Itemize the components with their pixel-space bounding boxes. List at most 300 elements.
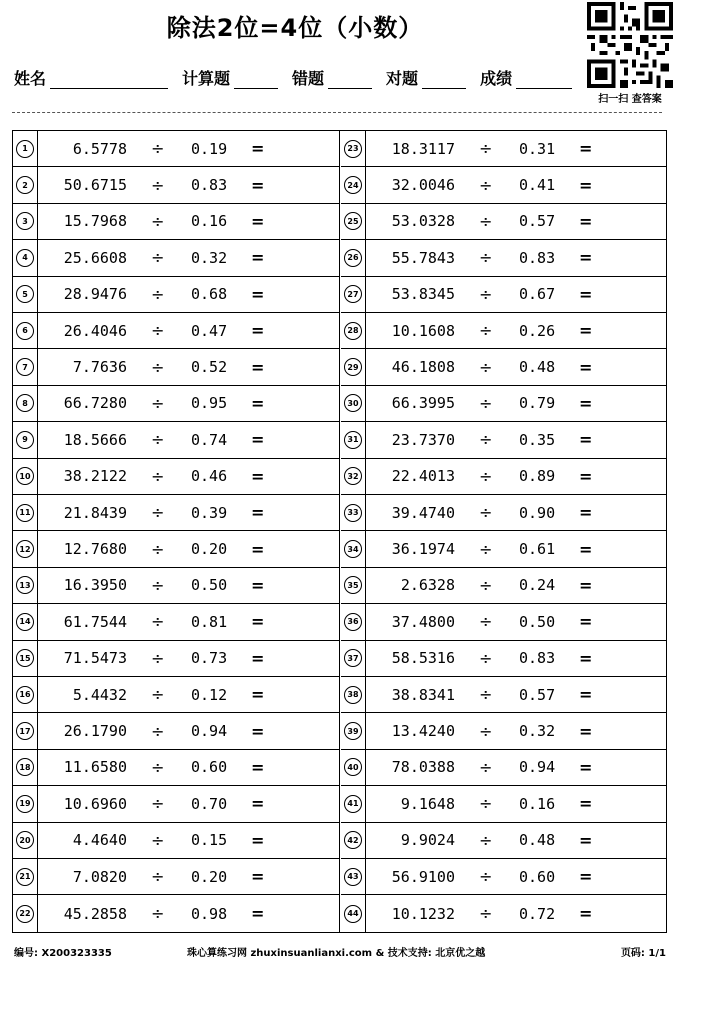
- problem-number-cell: [341, 531, 366, 566]
- right-blank[interactable]: [422, 70, 466, 89]
- problem-row: [13, 713, 339, 749]
- equals-sign: =: [251, 466, 265, 486]
- divide-sign: ÷: [151, 830, 165, 850]
- dividend: 26.1790: [63, 722, 127, 741]
- problem-number: 17: [16, 722, 34, 740]
- divisor: 0.83: [191, 176, 228, 195]
- problem-row: [341, 641, 667, 677]
- score-label: 成绩: [480, 69, 513, 88]
- problem-number: 38: [344, 686, 362, 704]
- divisor: 0.60: [519, 867, 556, 886]
- dividend: 6.5778: [72, 139, 127, 158]
- divisor: 0.46: [191, 467, 228, 486]
- problem-row: [341, 786, 667, 822]
- problem-number: 31: [344, 431, 362, 449]
- divide-sign: ÷: [479, 430, 493, 450]
- problem-number: 32: [344, 467, 362, 485]
- equals-sign: =: [251, 357, 265, 377]
- equals-sign: =: [251, 393, 265, 413]
- dividend: 9.1648: [400, 794, 455, 813]
- dividend: 38.8341: [391, 685, 455, 704]
- divisor: 0.83: [519, 649, 556, 668]
- footer-credit: 珠心算练习网 zhuxinsuanlianxi.com & 技术支持: 北京优之越: [187, 948, 486, 959]
- problem-row: [341, 459, 667, 495]
- divide-sign: ÷: [479, 867, 493, 887]
- problem-number: 11: [16, 504, 34, 522]
- divisor: 0.41: [519, 176, 556, 195]
- equals-sign: =: [579, 430, 593, 450]
- problem-row: [13, 823, 339, 859]
- divisor: 0.72: [519, 904, 556, 923]
- problem-row: [13, 677, 339, 713]
- problem-number-cell: [341, 349, 366, 384]
- problem-number: 10: [16, 467, 34, 485]
- problem-row: [341, 604, 667, 640]
- divide-sign: ÷: [151, 794, 165, 814]
- divisor: 0.57: [519, 685, 556, 704]
- problem-row: [341, 859, 667, 895]
- problem-number: 7: [16, 358, 34, 376]
- dividend: 16.3950: [63, 576, 127, 595]
- problem-number-cell: [341, 131, 366, 166]
- divisor: 0.19: [191, 139, 228, 158]
- divisor: 0.48: [519, 831, 556, 850]
- problem-number: 33: [344, 504, 362, 522]
- dividend: 2.6328: [400, 576, 455, 595]
- divisor: 0.16: [519, 794, 556, 813]
- dividend: 5.4432: [72, 685, 127, 704]
- divisor: 0.31: [519, 139, 556, 158]
- divide-sign: ÷: [151, 612, 165, 632]
- problem-number-cell: [341, 422, 366, 457]
- problem-row: [341, 386, 667, 422]
- problem-number-cell: [13, 131, 38, 166]
- divide-sign: ÷: [151, 466, 165, 486]
- dashed-divider: [12, 112, 662, 113]
- equals-sign: =: [251, 284, 265, 304]
- qr-code-icon[interactable]: [587, 2, 673, 88]
- equals-sign: =: [579, 466, 593, 486]
- equals-sign: =: [251, 648, 265, 668]
- equals-sign: =: [579, 904, 593, 924]
- dividend: 45.2858: [63, 904, 127, 923]
- problem-number-cell: [13, 677, 38, 712]
- problem-row: [13, 313, 339, 349]
- divisor: 0.39: [191, 503, 228, 522]
- divisor: 0.61: [519, 540, 556, 559]
- divide-sign: ÷: [151, 867, 165, 887]
- dividend: 15.7968: [63, 212, 127, 231]
- divisor: 0.24: [519, 576, 556, 595]
- problem-row: [341, 568, 667, 604]
- dividend: 13.4240: [391, 722, 455, 741]
- divisor: 0.26: [519, 321, 556, 340]
- equals-sign: =: [579, 284, 593, 304]
- problem-row: [13, 641, 339, 677]
- problem-number: 27: [344, 285, 362, 303]
- problem-number-cell: [13, 568, 38, 603]
- problem-number-cell: [341, 677, 366, 712]
- problem-row: [13, 204, 339, 240]
- dividend: 26.4046: [63, 321, 127, 340]
- problem-number: 19: [16, 795, 34, 813]
- divide-sign: ÷: [479, 175, 493, 195]
- problem-number: 37: [344, 649, 362, 667]
- divide-sign: ÷: [151, 430, 165, 450]
- problem-number: 26: [344, 249, 362, 267]
- problem-number-cell: [341, 713, 366, 748]
- dividend: 61.7544: [63, 612, 127, 631]
- dividend: 37.4800: [391, 612, 455, 631]
- divide-sign: ÷: [151, 321, 165, 341]
- problem-number: 20: [16, 831, 34, 849]
- divide-sign: ÷: [151, 393, 165, 413]
- problem-row: [13, 277, 339, 313]
- dividend: 71.5473: [63, 649, 127, 668]
- equals-sign: =: [251, 539, 265, 559]
- problem-row: [13, 422, 339, 458]
- dividend: 53.8345: [391, 285, 455, 304]
- divide-sign: ÷: [479, 648, 493, 668]
- problem-number: 35: [344, 576, 362, 594]
- problem-number-cell: [13, 422, 38, 457]
- divisor: 0.81: [191, 612, 228, 631]
- divisor: 0.83: [519, 248, 556, 267]
- divisor: 0.35: [519, 430, 556, 449]
- problem-row: [13, 459, 339, 495]
- dividend: 10.6960: [63, 794, 127, 813]
- problem-number-cell: [13, 167, 38, 202]
- equals-sign: =: [251, 721, 265, 741]
- problem-number-cell: [13, 859, 38, 894]
- divide-sign: ÷: [151, 539, 165, 559]
- equals-sign: =: [579, 211, 593, 231]
- equals-sign: =: [251, 867, 265, 887]
- problem-number-cell: [13, 204, 38, 239]
- equals-sign: =: [579, 867, 593, 887]
- problem-row: [13, 750, 339, 786]
- problem-number-cell: [341, 641, 366, 676]
- divide-sign: ÷: [151, 248, 165, 268]
- divisor: 0.73: [191, 649, 228, 668]
- equals-sign: =: [579, 721, 593, 741]
- equals-sign: =: [251, 612, 265, 632]
- equals-sign: =: [251, 175, 265, 195]
- divisor: 0.15: [191, 831, 228, 850]
- problem-number: 24: [344, 176, 362, 194]
- divisor: 0.60: [191, 758, 228, 777]
- divisor: 0.48: [519, 358, 556, 377]
- calc-count-blank[interactable]: [234, 70, 278, 89]
- equals-sign: =: [251, 211, 265, 231]
- wrong-label: 错题: [292, 69, 325, 88]
- problem-number-cell: [13, 386, 38, 421]
- equals-sign: =: [579, 393, 593, 413]
- divide-sign: ÷: [151, 904, 165, 924]
- problem-number-cell: [341, 386, 366, 421]
- problem-row: [341, 277, 667, 313]
- problem-number-cell: [13, 459, 38, 494]
- problem-number-cell: [13, 531, 38, 566]
- problem-row: [13, 859, 339, 895]
- equals-sign: =: [579, 648, 593, 668]
- problem-number-cell: [13, 277, 38, 312]
- equals-sign: =: [251, 830, 265, 850]
- problem-number: 6: [16, 322, 34, 340]
- divisor: 0.74: [191, 430, 228, 449]
- problem-number-cell: [13, 713, 38, 748]
- equals-sign: =: [579, 830, 593, 850]
- divisor: 0.67: [519, 285, 556, 304]
- name-label: 姓名: [14, 69, 47, 88]
- problem-number: 25: [344, 212, 362, 230]
- dividend: 7.7636: [72, 358, 127, 377]
- problem-row: [13, 349, 339, 385]
- dividend: 58.5316: [391, 649, 455, 668]
- divide-sign: ÷: [151, 284, 165, 304]
- problem-number: 22: [16, 905, 34, 923]
- problem-number: 34: [344, 540, 362, 558]
- calc-count-label: 计算题: [182, 69, 231, 88]
- equals-sign: =: [251, 248, 265, 268]
- dividend: 55.7843: [391, 248, 455, 267]
- dividend: 23.7370: [391, 430, 455, 449]
- problem-number: 42: [344, 831, 362, 849]
- dividend: 38.2122: [63, 467, 127, 486]
- dividend: 53.0328: [391, 212, 455, 231]
- problem-row: [341, 495, 667, 531]
- student-info-line: [14, 66, 572, 89]
- equals-sign: =: [579, 139, 593, 159]
- dividend: 4.4640: [72, 831, 127, 850]
- dividend: 10.1608: [391, 321, 455, 340]
- dividend: 36.1974: [391, 540, 455, 559]
- divisor: 0.47: [191, 321, 228, 340]
- divide-sign: ÷: [479, 794, 493, 814]
- problem-row: [341, 531, 667, 567]
- equals-sign: =: [251, 321, 265, 341]
- divide-sign: ÷: [479, 248, 493, 268]
- problem-number: 40: [344, 758, 362, 776]
- problem-number-cell: [13, 604, 38, 639]
- problem-number: 18: [16, 758, 34, 776]
- name-blank[interactable]: [50, 70, 168, 89]
- problem-number: 16: [16, 686, 34, 704]
- dividend: 46.1808: [391, 358, 455, 377]
- problem-column-left: [13, 131, 340, 932]
- problem-row: [341, 422, 667, 458]
- equals-sign: =: [251, 685, 265, 705]
- problem-number: 15: [16, 649, 34, 667]
- problem-row: [341, 677, 667, 713]
- page-number: 页码: 1/1: [620, 948, 666, 959]
- problem-number: 5: [16, 285, 34, 303]
- score-blank[interactable]: [516, 70, 572, 89]
- problem-number: 2: [16, 176, 34, 194]
- problem-number-cell: [341, 167, 366, 202]
- problem-grid: [12, 130, 667, 933]
- problem-column-right: [341, 131, 667, 932]
- divide-sign: ÷: [151, 211, 165, 231]
- problem-number-cell: [341, 204, 366, 239]
- divisor: 0.12: [191, 685, 228, 704]
- problem-number-cell: [341, 786, 366, 821]
- problem-row: [13, 167, 339, 203]
- problem-number: 43: [344, 868, 362, 886]
- equals-sign: =: [251, 904, 265, 924]
- equals-sign: =: [251, 757, 265, 777]
- equals-sign: =: [251, 430, 265, 450]
- problem-row: [341, 895, 667, 931]
- divisor: 0.32: [519, 722, 556, 741]
- problem-number: 41: [344, 795, 362, 813]
- divisor: 0.16: [191, 212, 228, 231]
- problem-row: [13, 786, 339, 822]
- problem-number-cell: [341, 240, 366, 275]
- equals-sign: =: [579, 685, 593, 705]
- problem-number-cell: [13, 823, 38, 858]
- divisor: 0.50: [519, 612, 556, 631]
- problem-row: [341, 131, 667, 167]
- problem-row: [341, 167, 667, 203]
- divide-sign: ÷: [151, 139, 165, 159]
- problem-number: 23: [344, 140, 362, 158]
- divisor: 0.94: [519, 758, 556, 777]
- problem-number-cell: [341, 495, 366, 530]
- divide-sign: ÷: [151, 721, 165, 741]
- equals-sign: =: [579, 575, 593, 595]
- problem-number: 14: [16, 613, 34, 631]
- problem-number: 13: [16, 576, 34, 594]
- divide-sign: ÷: [479, 721, 493, 741]
- divide-sign: ÷: [151, 685, 165, 705]
- dividend: 22.4013: [391, 467, 455, 486]
- problem-row: [341, 750, 667, 786]
- problem-row: [13, 495, 339, 531]
- dividend: 50.6715: [63, 176, 127, 195]
- divisor: 0.94: [191, 722, 228, 741]
- problem-number-cell: [341, 859, 366, 894]
- problem-number-cell: [341, 750, 366, 785]
- problem-number-cell: [13, 750, 38, 785]
- dividend: 25.6608: [63, 248, 127, 267]
- problem-number-cell: [13, 240, 38, 275]
- divide-sign: ÷: [151, 357, 165, 377]
- divide-sign: ÷: [479, 575, 493, 595]
- problem-row: [13, 604, 339, 640]
- divide-sign: ÷: [479, 393, 493, 413]
- problem-number: 28: [344, 322, 362, 340]
- problem-number: 36: [344, 613, 362, 631]
- problem-number-cell: [341, 313, 366, 348]
- equals-sign: =: [579, 248, 593, 268]
- divisor: 0.50: [191, 576, 228, 595]
- equals-sign: =: [251, 503, 265, 523]
- problem-number: 21: [16, 868, 34, 886]
- divisor: 0.70: [191, 794, 228, 813]
- problem-number-cell: [13, 495, 38, 530]
- problem-row: [341, 240, 667, 276]
- problem-row: [341, 713, 667, 749]
- wrong-blank[interactable]: [328, 70, 372, 89]
- equals-sign: =: [251, 794, 265, 814]
- divisor: 0.20: [191, 540, 228, 559]
- problem-number-cell: [341, 823, 366, 858]
- problem-row: [13, 568, 339, 604]
- divide-sign: ÷: [479, 830, 493, 850]
- problem-number: 29: [344, 358, 362, 376]
- problem-number-cell: [341, 459, 366, 494]
- dividend: 32.0046: [391, 176, 455, 195]
- problem-number: 30: [344, 394, 362, 412]
- divide-sign: ÷: [479, 503, 493, 523]
- problem-number: 9: [16, 431, 34, 449]
- problem-number: 3: [16, 212, 34, 230]
- problem-number: 39: [344, 722, 362, 740]
- problem-row: [341, 349, 667, 385]
- divide-sign: ÷: [479, 757, 493, 777]
- dividend: 66.3995: [391, 394, 455, 413]
- dividend: 39.4740: [391, 503, 455, 522]
- problem-number-cell: [13, 349, 38, 384]
- divide-sign: ÷: [151, 175, 165, 195]
- divide-sign: ÷: [479, 211, 493, 231]
- problem-number: 1: [16, 140, 34, 158]
- problem-row: [13, 895, 339, 931]
- equals-sign: =: [579, 357, 593, 377]
- divisor: 0.57: [519, 212, 556, 231]
- problem-row: [13, 531, 339, 567]
- dividend: 28.9476: [63, 285, 127, 304]
- problem-number-cell: [341, 895, 366, 931]
- divisor: 0.52: [191, 358, 228, 377]
- problem-row: [341, 823, 667, 859]
- divide-sign: ÷: [479, 139, 493, 159]
- divide-sign: ÷: [151, 575, 165, 595]
- equals-sign: =: [579, 612, 593, 632]
- dividend: 9.9024: [400, 831, 455, 850]
- divide-sign: ÷: [479, 321, 493, 341]
- equals-sign: =: [579, 539, 593, 559]
- problem-row: [13, 131, 339, 167]
- divide-sign: ÷: [479, 612, 493, 632]
- divisor: 0.79: [519, 394, 556, 413]
- right-label: 对题: [386, 69, 419, 88]
- problem-number-cell: [341, 277, 366, 312]
- divisor: 0.90: [519, 503, 556, 522]
- problem-row: [341, 313, 667, 349]
- equals-sign: =: [579, 321, 593, 341]
- divide-sign: ÷: [479, 466, 493, 486]
- divisor: 0.68: [191, 285, 228, 304]
- worksheet-code: 编号: X200323335: [14, 948, 112, 959]
- equals-sign: =: [251, 575, 265, 595]
- dividend: 56.9100: [391, 867, 455, 886]
- worksheet-title: 除法2位=4位（小数）: [166, 14, 424, 42]
- problem-row: [13, 240, 339, 276]
- dividend: 66.7280: [63, 394, 127, 413]
- equals-sign: =: [251, 139, 265, 159]
- divide-sign: ÷: [479, 904, 493, 924]
- problem-number: 8: [16, 394, 34, 412]
- divide-sign: ÷: [479, 284, 493, 304]
- problem-number-cell: [13, 641, 38, 676]
- dividend: 18.3117: [391, 139, 455, 158]
- problem-number-cell: [341, 568, 366, 603]
- equals-sign: =: [579, 794, 593, 814]
- problem-number-cell: [13, 895, 38, 931]
- dividend: 7.0820: [72, 867, 127, 886]
